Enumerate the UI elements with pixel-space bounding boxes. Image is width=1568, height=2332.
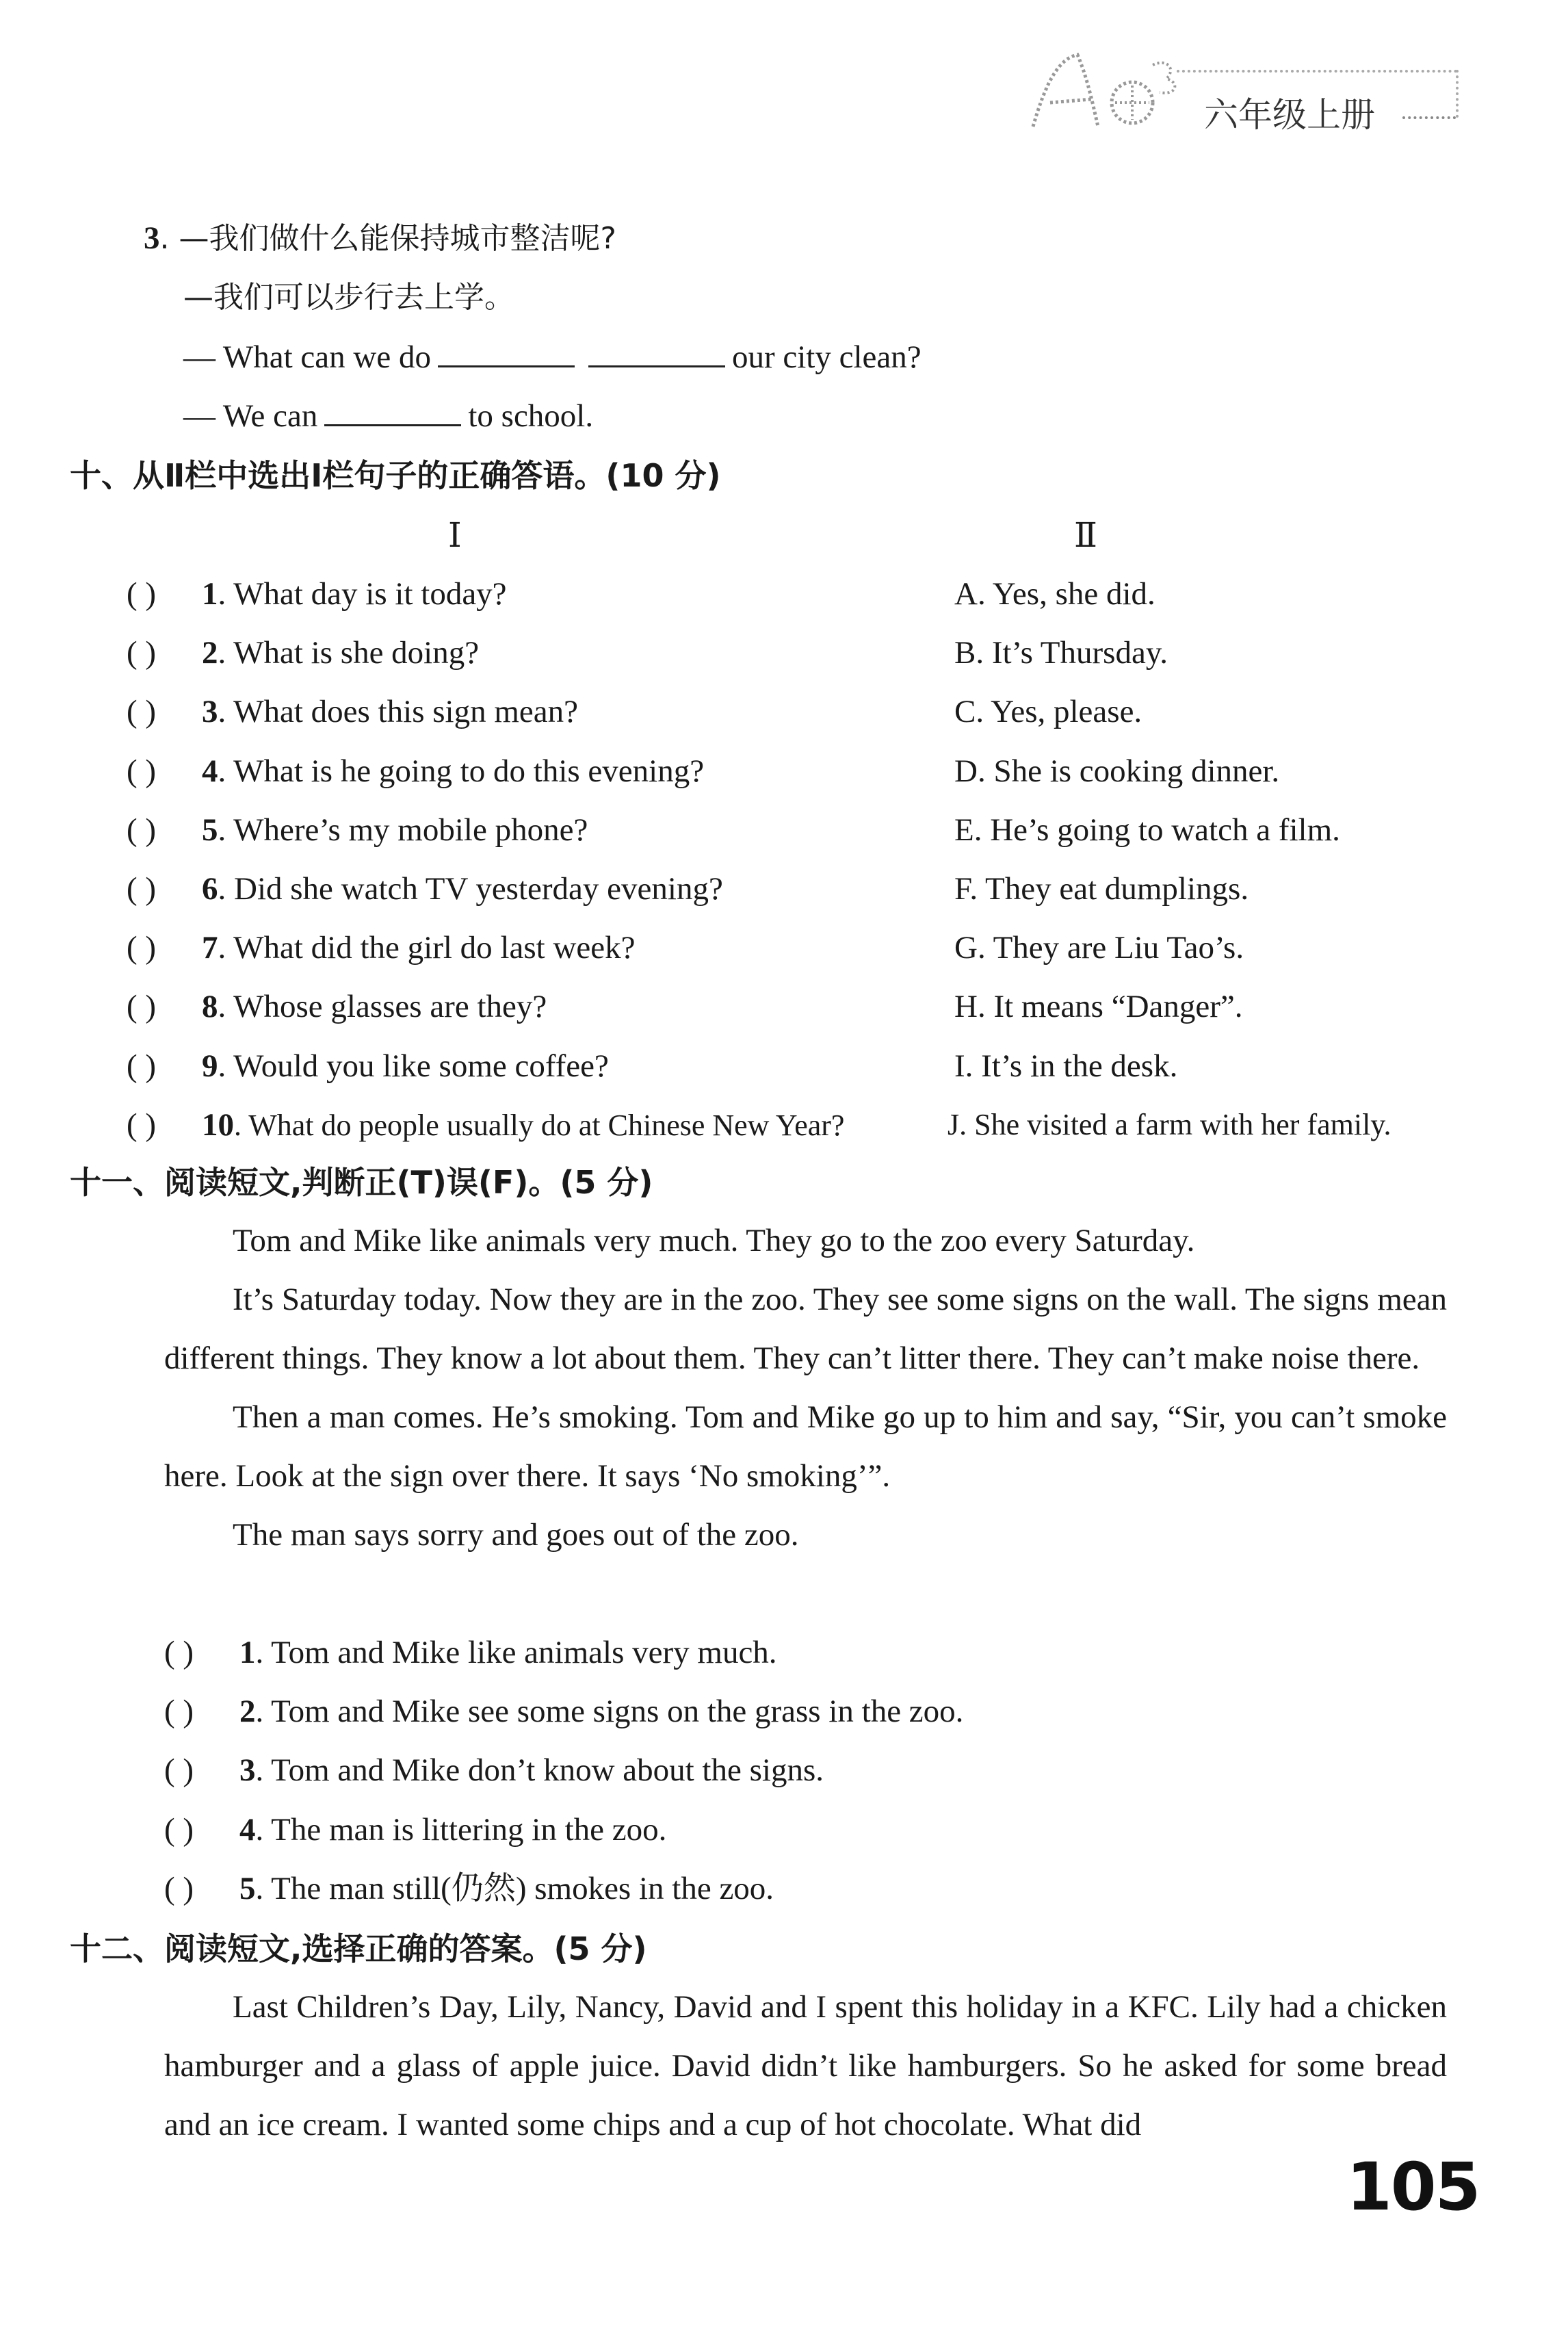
a-plus-logo-icon bbox=[1012, 38, 1190, 140]
section10-title: 十、从Ⅱ栏中选出Ⅰ栏句子的正确答语。(10 分) bbox=[70, 457, 721, 494]
q3-cn-text1: . —我们做什么能保持城市整洁呢? bbox=[159, 221, 616, 256]
answer-bracket[interactable]: ( ) bbox=[164, 1752, 194, 1788]
answer-bracket[interactable]: ( ) bbox=[127, 753, 157, 789]
item-number: 5 bbox=[239, 1871, 256, 1906]
answer-blank[interactable] bbox=[588, 337, 725, 367]
true-false-row bbox=[164, 1632, 777, 1673]
answer-blank[interactable] bbox=[324, 396, 461, 426]
question-text: . Where’s my mobile phone? bbox=[218, 812, 588, 848]
match-row bbox=[127, 986, 547, 1027]
header-dotted-line bbox=[1177, 70, 1457, 73]
answer-blank[interactable] bbox=[438, 337, 575, 367]
question-text: . Whose glasses are they? bbox=[218, 989, 547, 1024]
match-row bbox=[127, 1104, 844, 1146]
passage-paragraph: The man says sorry and goes out of the zoo. bbox=[233, 1517, 799, 1553]
answer-option: I. It’s in the desk. bbox=[954, 1048, 1178, 1084]
match-row bbox=[127, 809, 588, 851]
answer-bracket[interactable]: ( ) bbox=[127, 812, 157, 848]
question-text: . What is he going to do this evening? bbox=[218, 753, 705, 789]
question-text: . What does this sign mean? bbox=[218, 694, 578, 729]
item-number: 2 bbox=[239, 1694, 256, 1729]
passage-paragraph: Then a man comes. He’s smoking. Tom and Mike go up to him and say, “Sir, you can’t smoke here. Look at the sign over there. It says ‘No smoking’”. bbox=[164, 1399, 1447, 1494]
answer-option: C. Yes, please. bbox=[954, 694, 1142, 729]
q3-en-line2-b: to school. bbox=[468, 398, 594, 434]
true-false-row bbox=[164, 1691, 963, 1732]
answer-option: D. She is cooking dinner. bbox=[954, 753, 1280, 789]
item-number: 8 bbox=[202, 989, 218, 1024]
q3-en-line2-a: — We can bbox=[183, 398, 318, 434]
answer-bracket[interactable]: ( ) bbox=[127, 1048, 157, 1084]
q3-en-line2 bbox=[183, 396, 593, 437]
match-row bbox=[127, 868, 723, 909]
item-number: 1 bbox=[239, 1635, 256, 1670]
item-number: 3 bbox=[202, 694, 218, 729]
question-text: . Would you like some coffee? bbox=[218, 1048, 609, 1084]
answer-option: J. She visited a farm with her family. bbox=[948, 1108, 1391, 1141]
item-number: 4 bbox=[239, 1812, 256, 1848]
passage-paragraph: It’s Saturday today. Now they are in the zoo. They see some signs on the wall. The signs mean different things. They know a lot about them. They can’t litter there. They can’t make noise there. bbox=[164, 1282, 1447, 1376]
match-row bbox=[127, 927, 635, 968]
match-row bbox=[127, 1046, 609, 1087]
answer-bracket[interactable]: ( ) bbox=[164, 1635, 194, 1670]
q3-number: 3 bbox=[144, 220, 160, 256]
statement-text: . The man is littering in the zoo. bbox=[255, 1812, 667, 1848]
answer-option: F. They eat dumplings. bbox=[954, 871, 1249, 907]
statement-text: . Tom and Mike don’t know about the signs. bbox=[255, 1752, 824, 1788]
answer-bracket[interactable]: ( ) bbox=[127, 635, 157, 671]
answer-option: H. It means “Danger”. bbox=[954, 989, 1243, 1024]
item-number: 6 bbox=[202, 871, 218, 907]
item-number: 4 bbox=[202, 753, 218, 789]
q3-en-line1 bbox=[183, 337, 922, 378]
match-row bbox=[127, 691, 578, 732]
column-1-header: Ⅰ bbox=[448, 516, 462, 554]
item-number: 5 bbox=[202, 812, 218, 848]
item-number: 10 bbox=[202, 1107, 234, 1143]
passage-paragraph: Tom and Mike like animals very much. They go to the zoo every Saturday. bbox=[233, 1223, 1195, 1258]
match-row bbox=[127, 573, 507, 614]
item-number: 2 bbox=[202, 635, 218, 671]
header-dotted-underline bbox=[1402, 116, 1456, 119]
answer-bracket[interactable]: ( ) bbox=[127, 989, 157, 1024]
question-text: . Did she watch TV yesterday evening? bbox=[218, 871, 723, 907]
answer-bracket[interactable]: ( ) bbox=[164, 1694, 194, 1729]
question-text: . What did the girl do last week? bbox=[218, 930, 636, 966]
column-2-header: Ⅱ bbox=[1074, 516, 1097, 554]
question-text: . What day is it today? bbox=[218, 576, 507, 612]
section12-passage bbox=[164, 1978, 1447, 2154]
statement-text: . Tom and Mike see some signs on the grass in the zoo. bbox=[255, 1694, 964, 1729]
item-number: 3 bbox=[239, 1752, 256, 1788]
true-false-row bbox=[164, 1809, 666, 1850]
question-text: . What is she doing? bbox=[218, 635, 480, 671]
match-row bbox=[127, 632, 479, 673]
page-number: 105 bbox=[1346, 2149, 1480, 2225]
section12-title: 十二、阅读短文,选择正确的答案。(5 分) bbox=[70, 1930, 647, 1967]
passage-paragraph: Last Children’s Day, Lily, Nancy, David and I spent this holiday in a KFC. Lily had a chicken hamburger and a glass of apple juice. David didn’t like hamburgers. So he asked for some bread and an ice cream. I wanted some chips and a cup of hot chocolate. What did bbox=[164, 1989, 1447, 2142]
true-false-row bbox=[164, 1868, 774, 1909]
answer-bracket[interactable]: ( ) bbox=[127, 930, 157, 966]
item-number: 1 bbox=[202, 576, 218, 612]
answer-option: B. It’s Thursday. bbox=[954, 635, 1168, 671]
item-number: 9 bbox=[202, 1048, 218, 1084]
answer-bracket[interactable]: ( ) bbox=[164, 1871, 194, 1906]
answer-bracket[interactable]: ( ) bbox=[127, 871, 157, 907]
answer-bracket[interactable]: ( ) bbox=[127, 694, 157, 729]
question-text: . What do people usually do at Chinese New Year? bbox=[234, 1109, 845, 1142]
answer-bracket[interactable]: ( ) bbox=[164, 1812, 194, 1848]
match-row bbox=[127, 751, 704, 792]
q3-en-line1-a: — What can we do bbox=[183, 339, 431, 375]
statement-text: . Tom and Mike like animals very much. bbox=[255, 1635, 777, 1670]
answer-option: E. He’s going to watch a film. bbox=[954, 812, 1340, 848]
q3-cn-line1 bbox=[144, 218, 616, 259]
answer-bracket[interactable]: ( ) bbox=[127, 576, 157, 612]
header-dotted-line-vertical bbox=[1456, 70, 1459, 118]
section11-title: 十一、阅读短文,判断正(T)误(F)。(5 分) bbox=[70, 1164, 653, 1201]
answer-bracket[interactable]: ( ) bbox=[127, 1107, 157, 1143]
grade-label: 六年级上册 bbox=[1204, 95, 1375, 135]
answer-option: A. Yes, she did. bbox=[954, 576, 1155, 612]
item-number: 7 bbox=[202, 930, 218, 966]
q3-cn-line2: —我们可以步行去上学。 bbox=[183, 280, 514, 315]
statement-text: . The man still(仍然) smokes in the zoo. bbox=[255, 1871, 774, 1906]
section11-passage bbox=[164, 1211, 1447, 1564]
q3-en-line1-b: our city clean? bbox=[731, 339, 922, 375]
answer-option: G. They are Liu Tao’s. bbox=[954, 930, 1244, 966]
true-false-row bbox=[164, 1750, 824, 1791]
